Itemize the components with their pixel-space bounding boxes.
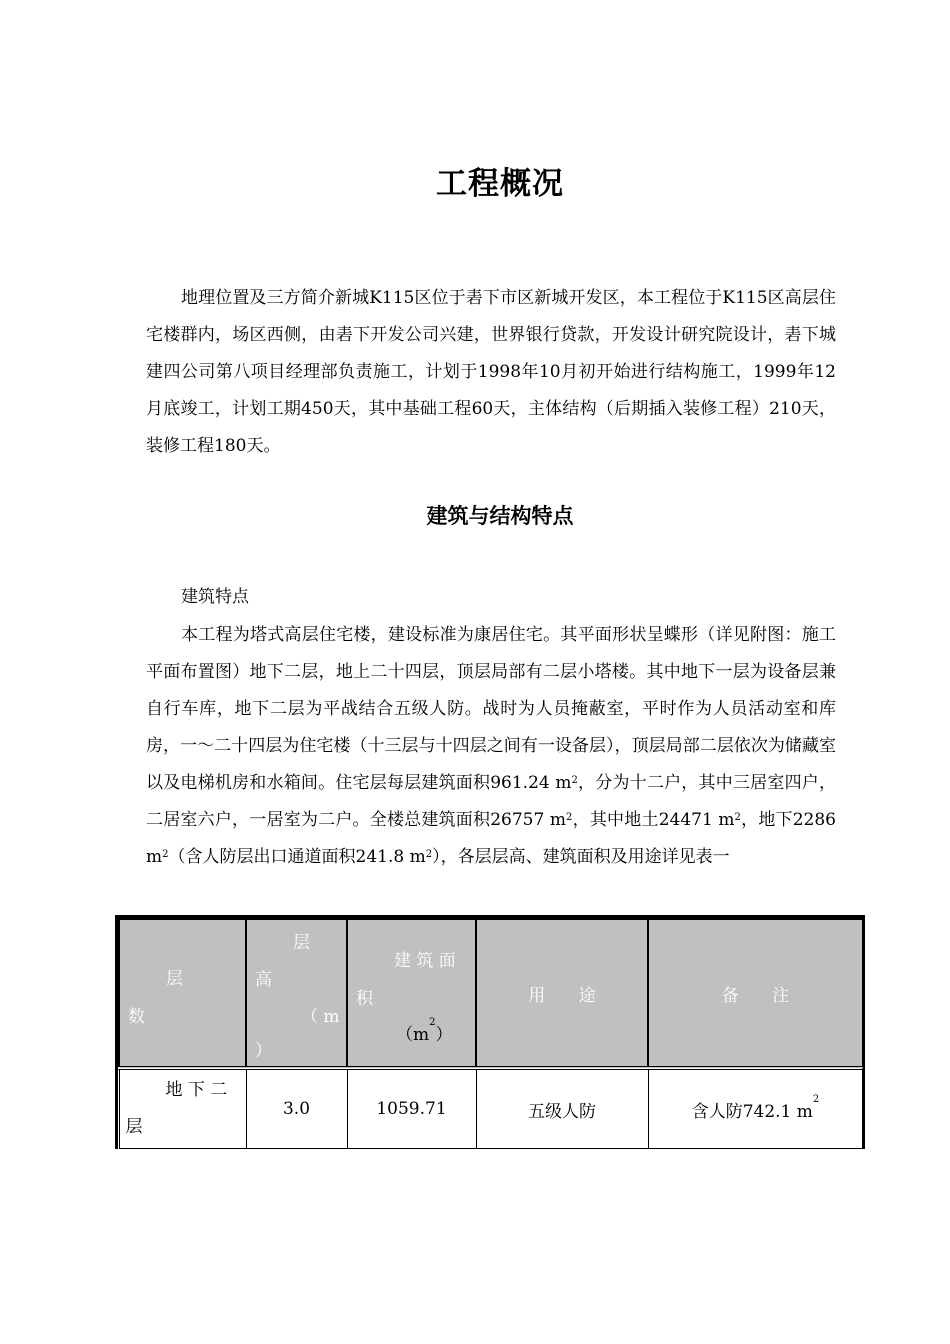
- cell-floor: [119, 1068, 246, 1149]
- cell-floor-a: 地 下 二: [165, 1080, 228, 1100]
- cell-height: 3.0: [246, 1068, 347, 1149]
- header-floor-b: 数: [128, 1007, 145, 1027]
- floor-table: [115, 915, 865, 1149]
- header-area: [347, 919, 476, 1068]
- superscript: 2: [162, 849, 169, 860]
- superscript: 2: [566, 812, 573, 823]
- body-text-2: ，分为十二户，其中三居室四户，二居室六户，一居室为二户。全楼总建筑面积26757 m: [146, 773, 836, 830]
- cell-use: 五级人防: [476, 1068, 648, 1149]
- header-height-d: ）: [255, 1041, 272, 1061]
- header-area-a: 建 筑 面: [394, 951, 456, 971]
- header-floor-a: 层: [166, 969, 183, 989]
- superscript: 2: [571, 775, 578, 786]
- body-text-4: ，地下2286 m: [146, 810, 836, 867]
- header-height-a: 层: [293, 933, 310, 953]
- section-label: 建筑特点: [181, 587, 249, 607]
- header-floor: [119, 919, 246, 1068]
- header-height-c: （ m: [301, 1007, 340, 1027]
- intro-paragraph: 地理位置及三方简介新城K115区位于砉下市区新城开发区，本工程位于K115区高层住宅楼群内，场区西侧，由砉下开发公司兴建，世界银行贷款，开发设计研究院设计，砉下城建四公司第八项目经理部负责施工，计划于1998年10月初开始进行结构施工，1999年12月底竣工，计划工期450天，其中基础工程60天，主体结构（后期插入装修工程）210天，装修工程180天。: [146, 288, 836, 456]
- superscript: 2: [734, 812, 741, 823]
- table-row: [119, 1068, 863, 1149]
- header-height: [246, 919, 347, 1068]
- body-text-5: （含人防层出口通道面积241.8 m: [168, 847, 426, 867]
- header-area-c: $(m^2)$: [396, 1017, 453, 1045]
- body-text-3: ，其中地土24471 m: [572, 810, 735, 830]
- section-title: 建筑与结构特点: [426, 504, 574, 528]
- body-paragraph: [146, 617, 836, 876]
- table-header-row: [119, 919, 863, 1068]
- body-text-1: 本工程为塔式高层住宅楼，建设标准为康居住宅。其平面形状呈蝶形（详见附图：施工平面布置图）地下二层，地上二十四层，顶层局部有二层小塔楼。其中地下一层为设备层兼自行车库，地下二层为平战结合五级人防。战时为人员掩蔽室，平时作为人员活动室和库房，一～二十四层为住宅楼（十三层与十四层之间有一设备层），顶层局部二层依次为储藏室以及电梯机房和水箱间。住宅层每层建筑面积961.24 m: [146, 625, 836, 793]
- header-use: 用 途: [476, 919, 648, 1068]
- header-area-b: 积: [356, 989, 373, 1009]
- body-text-6: ），各层层高、建筑面积及用途详见表一: [432, 847, 730, 867]
- cell-floor-b: 层: [125, 1117, 143, 1137]
- header-note: 备 注: [648, 919, 863, 1068]
- page-title: 工程概况: [436, 166, 564, 202]
- header-height-b: 高: [255, 970, 272, 990]
- superscript: 2: [425, 849, 433, 860]
- cell-area: 1059.71: [347, 1068, 476, 1149]
- cell-note: 含人防742.1 $m^2$: [648, 1068, 863, 1149]
